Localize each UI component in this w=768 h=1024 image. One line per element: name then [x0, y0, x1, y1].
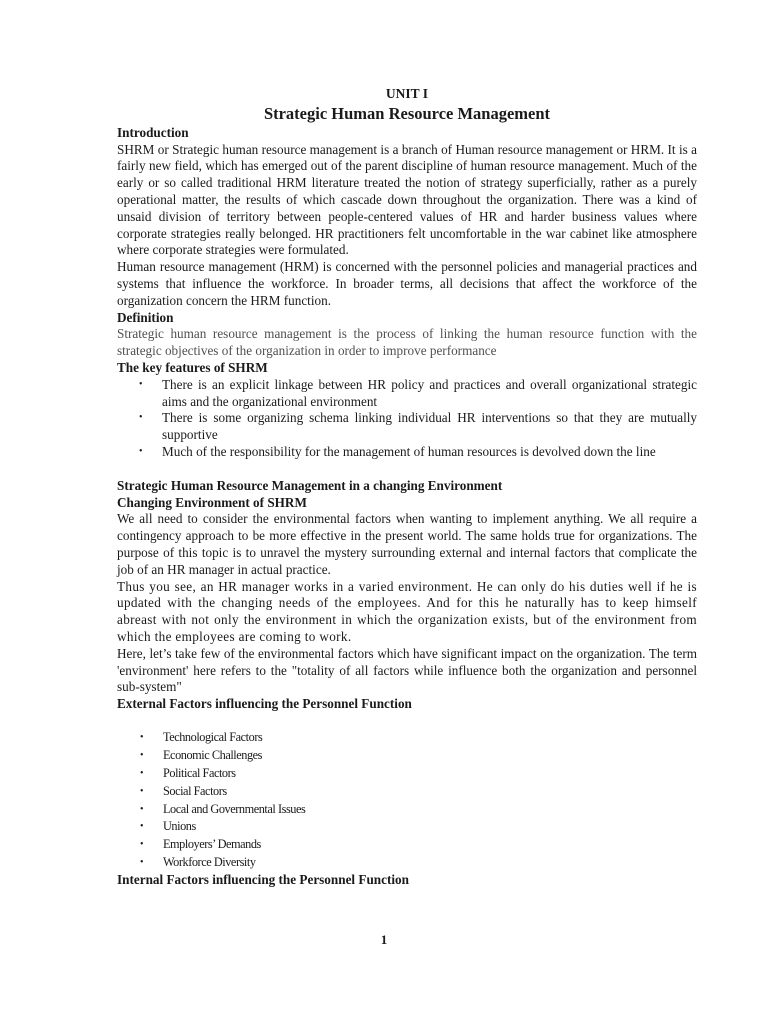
introduction-heading: Introduction: [117, 124, 189, 140]
list-item: • Employers’ Demands: [117, 836, 697, 854]
external-factors-heading: External Factors influencing the Personnel Function: [117, 696, 412, 712]
list-item: • Social Factors: [117, 783, 697, 801]
key-features-heading: The key features of SHRM: [117, 359, 268, 375]
environment-paragraph-2: Thus you see, an HR manager works in a varied environment. He can only do his duties well if he is updated with the changing needs of the employees. And for this he naturally has to keep himself abreast with not only the environment in which the organization exists, but of the environment from which the employees are coming to work.: [117, 578, 697, 644]
list-item: • Unions: [117, 818, 697, 836]
changing-environment-heading: Strategic Human Resource Management in a changing Environment: [117, 477, 503, 493]
environment-paragraph-1: We all need to consider the environmental factors when wanting to implement anything. We all require a contingency approach to be more effective in the present world. The same holds true for organizations. The purpose of this topic is to unravel the mystery surrounding external and internal factors that complicate the job of an HR manager in actual practice.: [117, 511, 697, 577]
intro-paragraph-1: SHRM or Strategic human resource management is a branch of Human resource management or HRM. It is a fairly new field, which has emerged out of the parent discipline of human resource management. Much of the early or so called traditional HRM literature treated the notion of strategy superficially, rather as a purely operational matter, the results of which cascade down throughout the organization. There was a kind of unsaid division of territory between people-centered values of HR and harder business values where corporate strategies really belonged. HR practitioners felt uncomfortable in the war cabinet like atmosphere where corporate strategies were formulated.: [117, 141, 697, 258]
changing-environment-subheading: Changing Environment of SHRM: [117, 494, 307, 510]
list-item: • There is some organizing schema linking individual HR interventions so that they are mutually supportive: [117, 410, 697, 444]
list-item: • Economic Challenges: [117, 747, 697, 765]
list-item: • Technological Factors: [117, 729, 697, 747]
spacer: [117, 461, 697, 478]
page-content: [117, 86, 697, 889]
list-item: • Political Factors: [117, 765, 697, 783]
intro-paragraph-2: Human resource management (HRM) is concerned with the personnel policies and managerial practices and systems that influence the workforce. In broader terms, all decisions that affect the workforce of the organization concern the HRM function.: [117, 259, 697, 308]
internal-factors-heading: Internal Factors influencing the Personnel Function: [117, 872, 409, 888]
definition-heading: Definition: [117, 309, 174, 325]
unit-label: UNIT I: [385, 86, 429, 101]
environment-paragraph-3: Here, let’s take few of the environmental factors which have significant impact on the organization. The term 'environment' here refers to the "totality of all factors while influence both the organization and personnel sub-system": [117, 645, 697, 695]
external-factors-list: [117, 729, 697, 872]
definition-text: Strategic human resource management is the process of linking the human resource function with the strategic objectives of the organization in order to improve performance: [117, 326, 697, 359]
list-item: • Workforce Diversity: [117, 854, 697, 872]
key-features-list: [117, 377, 697, 461]
list-item: • There is an explicit linkage between HR policy and practices and overall organizational strategic aims and the organizational environment: [117, 377, 697, 411]
list-item: • Local and Governmental Issues: [117, 801, 697, 819]
list-item: • Much of the responsibility for the management of human resources is devolved down the line: [117, 444, 697, 461]
page-number: 1: [380, 932, 388, 947]
document-title: Strategic Human Resource Management: [263, 103, 551, 123]
